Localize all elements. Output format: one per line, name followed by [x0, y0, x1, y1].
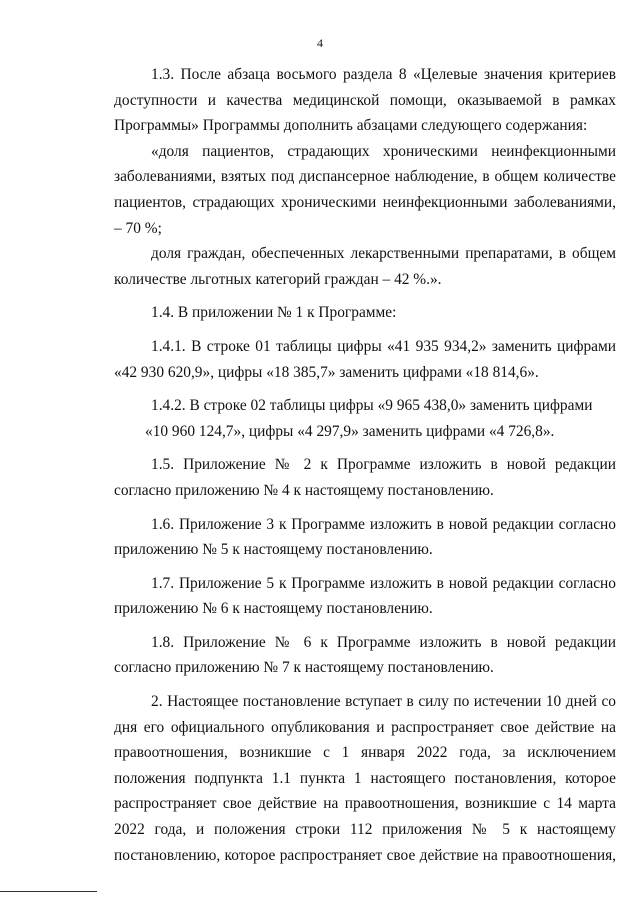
paragraph-1-6: 1.6. Приложение 3 к Программе изложить в новой редакции согласно приложению № 5 к настоящему постановлению.: [114, 515, 616, 559]
paragraph-1-4-2-continued: «10 960 124,7», цифры «4 297,9» заменить цифрами «4 726,8».: [145, 422, 555, 440]
paragraph-quote-patients: «доля пациентов, страдающих хроническими неинфекционными заболеваниями, взятых под диспансерное наблюдение, в общем количестве пациентов, страдающих хроническими неинфекционными заболеваниями, – 70 %;: [114, 142, 616, 237]
paragraph-1-4: 1.4. В приложении № 1 к Программе:: [151, 304, 397, 322]
paragraph-1-4-2: 1.4.2. В строке 02 таблицы цифры «9 965 438,0» заменить цифрами: [151, 397, 593, 415]
document-body: [114, 62, 616, 868]
footnote-divider: [0, 891, 97, 892]
paragraph-1-5: 1.5. Приложение № 2 к Программе изложить в новой редакции согласно приложению № 4 к настоящему постановлению.: [114, 456, 616, 499]
paragraph-quote-citizens: доля граждан, обеспеченных лекарственными препаратами, в общем количестве льготных категорий граждан – 42 %.».: [114, 245, 616, 288]
paragraph-2: 2. Настоящее постановление вступает в силу по истечении 10 дней со дня его официального опубликования и распространяет свое действие на правоотношения, возникшие с 1 января 2022 года, за исключением положения подпункта 1.1 пункта 1 настоящего постановления, которое распространяет свое действие на правоотношения, возникшие с 14 марта 2022 года, и положения строки 112 приложения № 5 к настоящему постановлению, которое распространяет свое действие на правоотношения,: [114, 693, 616, 864]
paragraph-1-4-1: 1.4.1. В строке 01 таблицы цифры «41 935 934,2» заменить цифрами «42 930 620,9», цифры «18 385,7» заменить цифрами «18 814,6».: [114, 337, 616, 381]
page-number: 4: [317, 36, 323, 50]
paragraph-1-8: 1.8. Приложение № 6 к Программе изложить в новой редакции согласно приложению № 7 к настоящему постановлению.: [114, 633, 616, 677]
paragraph-1-3: 1.3. После абзаца восьмого раздела 8 «Целевые значения критериев доступности и качества медицинской помощи, оказываемой в рамках Программы» Программы дополнить абзацами следующего содержания:: [114, 66, 616, 135]
paragraph-1-7: 1.7. Приложение 5 к Программе изложить в новой редакции согласно приложению № 6 к настоящему постановлению.: [114, 574, 616, 618]
